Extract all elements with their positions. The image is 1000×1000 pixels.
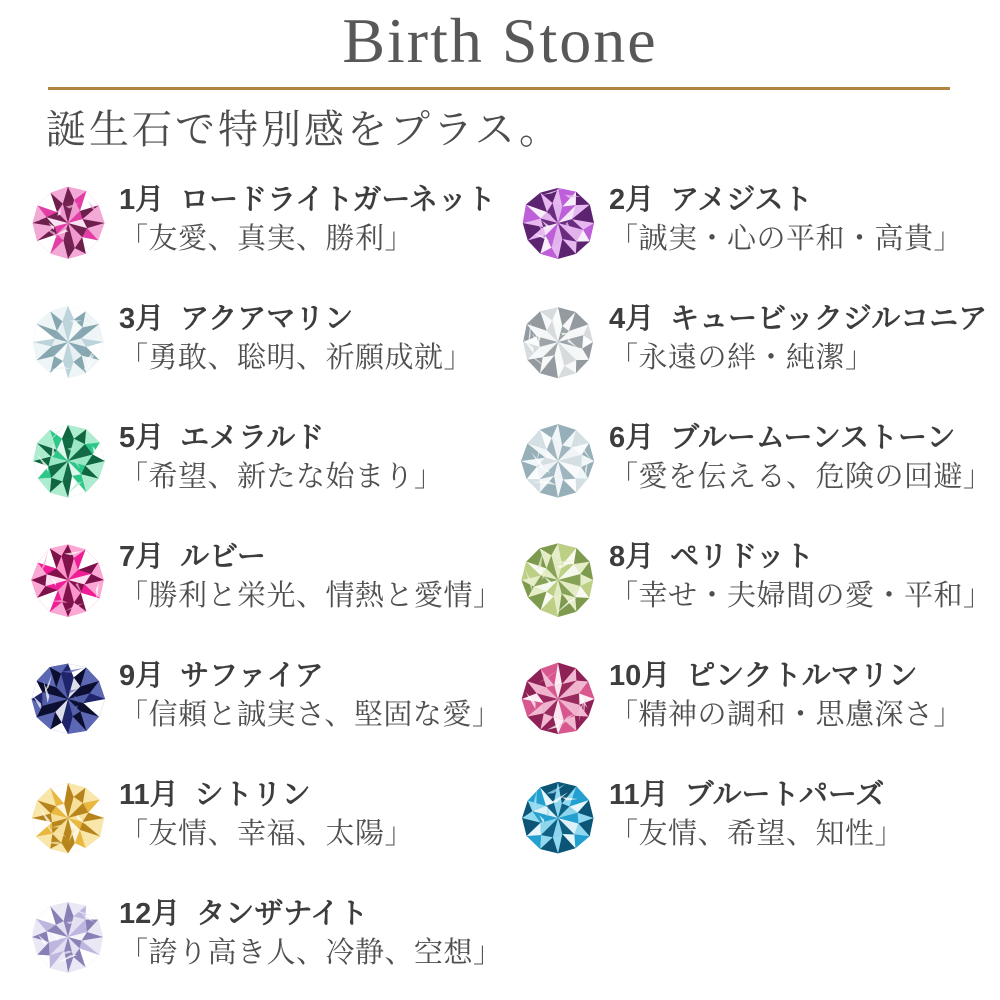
- stone-text: [119, 898, 503, 970]
- stone-title: [609, 660, 963, 693]
- stone-item: [30, 541, 520, 618]
- gem-icon-blue-topaz: [520, 780, 596, 856]
- stone-name: アクアマリン: [180, 303, 354, 336]
- stone-meaning: 「勝利と栄光、情熱と愛情」: [119, 579, 503, 612]
- stone-item: [30, 660, 520, 737]
- stone-name: ペリドット: [670, 541, 814, 574]
- stone-item: [520, 660, 990, 737]
- stone-month: 2月: [609, 184, 655, 217]
- stone-item: [520, 779, 990, 856]
- stone-name: ブルームーンストーン: [670, 422, 956, 455]
- stone-name: アメジスト: [670, 184, 813, 217]
- page-title: Birth Stone: [342, 5, 658, 76]
- stone-meaning: 「友愛、真実、勝利」: [119, 222, 415, 255]
- stone-title: [609, 303, 987, 336]
- stone-text: [609, 184, 963, 256]
- stone-title: [119, 303, 473, 336]
- stone-meaning: 「誠実・心の平和・高貴」: [609, 222, 964, 255]
- stone-month: 3月: [119, 303, 165, 336]
- stone-item: [520, 541, 993, 618]
- stone-meaning: 「精神の調和・思慮深さ」: [609, 698, 964, 731]
- stone-meaning: 「信頼と誠実さ、堅固な愛」: [119, 698, 502, 731]
- stone-item: [520, 184, 990, 261]
- stone-month: 9月: [119, 660, 165, 693]
- stone-meaning: 「愛を伝える、危険の回避」: [609, 460, 993, 493]
- stone-text: [609, 660, 963, 732]
- stone-text: [609, 779, 904, 851]
- stone-name: キュービックジルコニア: [670, 303, 988, 336]
- stone-text: [119, 660, 501, 732]
- stone-text: [119, 184, 496, 256]
- stone-item: [30, 184, 520, 261]
- stone-meaning: 「誇り高き人、冷静、空想」: [119, 936, 503, 969]
- stone-item: [520, 422, 993, 499]
- stone-name: ピンクトルマリン: [686, 660, 918, 693]
- stone-month: 6月: [609, 422, 655, 455]
- gem-icon-cubic-zirconia: [520, 304, 596, 380]
- stone-name: サファイア: [180, 660, 324, 693]
- stone-title: [119, 184, 496, 217]
- stone-text: [609, 422, 993, 494]
- stone-item: [30, 779, 520, 856]
- stone-month: 11月: [119, 779, 179, 812]
- stone-text: [119, 303, 473, 375]
- stone-title: [609, 541, 990, 574]
- stone-title: [119, 422, 444, 455]
- stone-text: [609, 541, 993, 613]
- gem-icon-sapphire: [30, 661, 106, 737]
- stone-month: 10月: [609, 660, 671, 693]
- gem-icon-aquamarine: [30, 304, 106, 380]
- gold-divider: [48, 87, 950, 90]
- stone-meaning: 「希望、新たな始まり」: [119, 460, 444, 493]
- gem-icon-rhodolite-garnet: [30, 185, 106, 261]
- gem-icon-emerald: [30, 423, 106, 499]
- stone-item: [30, 898, 520, 975]
- stone-title: [609, 184, 963, 217]
- stone-title: [609, 779, 904, 812]
- stone-name: エメラルド: [180, 422, 325, 455]
- gem-icon-tanzanite: [30, 899, 106, 975]
- stone-name: シトリン: [194, 779, 311, 812]
- gem-icon-peridot: [520, 542, 596, 618]
- stone-title: [119, 660, 501, 693]
- stone-month: 11月: [609, 779, 669, 812]
- stone-text: [119, 779, 414, 851]
- stone-meaning: 「友情、幸福、太陽」: [119, 817, 415, 850]
- stone-meaning: 「永遠の絆・純潔」: [609, 341, 875, 374]
- gem-icon-blue-moonstone: [520, 423, 596, 499]
- stone-month: 8月: [609, 541, 655, 574]
- gem-icon-ruby: [30, 542, 106, 618]
- stone-item: [30, 303, 520, 380]
- stone-name: ロードライトガーネット: [180, 184, 496, 217]
- stone-text: [119, 422, 444, 494]
- stone-month: 4月: [609, 303, 655, 336]
- stone-text: [609, 303, 987, 375]
- stone-name: ルビー: [180, 541, 266, 574]
- stone-grid: [30, 184, 1000, 975]
- stone-month: 5月: [119, 422, 165, 455]
- subtitle: 誕生石で特別感をプラス。: [46, 107, 562, 153]
- stone-item: [30, 422, 520, 499]
- stone-month: 1月: [119, 184, 165, 217]
- gem-icon-amethyst: [520, 185, 596, 261]
- stone-title: [119, 898, 503, 931]
- stone-month: 7月: [119, 541, 165, 574]
- stone-title: [609, 422, 990, 455]
- stone-text: [119, 541, 503, 613]
- stone-meaning: 「勇敢、聡明、祈願成就」: [119, 341, 474, 374]
- stone-meaning: 「友情、希望、知性」: [609, 817, 905, 850]
- stone-meaning: 「幸せ・夫婦間の愛・平和」: [609, 579, 993, 612]
- gem-icon-pink-tourmaline: [520, 661, 596, 737]
- stone-name: ブルートパーズ: [684, 779, 885, 812]
- stone-name: タンザナイト: [196, 898, 369, 931]
- gem-icon-citrine: [30, 780, 106, 856]
- stone-title: [119, 779, 414, 812]
- stone-title: [119, 541, 503, 574]
- stone-month: 12月: [119, 898, 181, 931]
- stone-item: [520, 303, 990, 380]
